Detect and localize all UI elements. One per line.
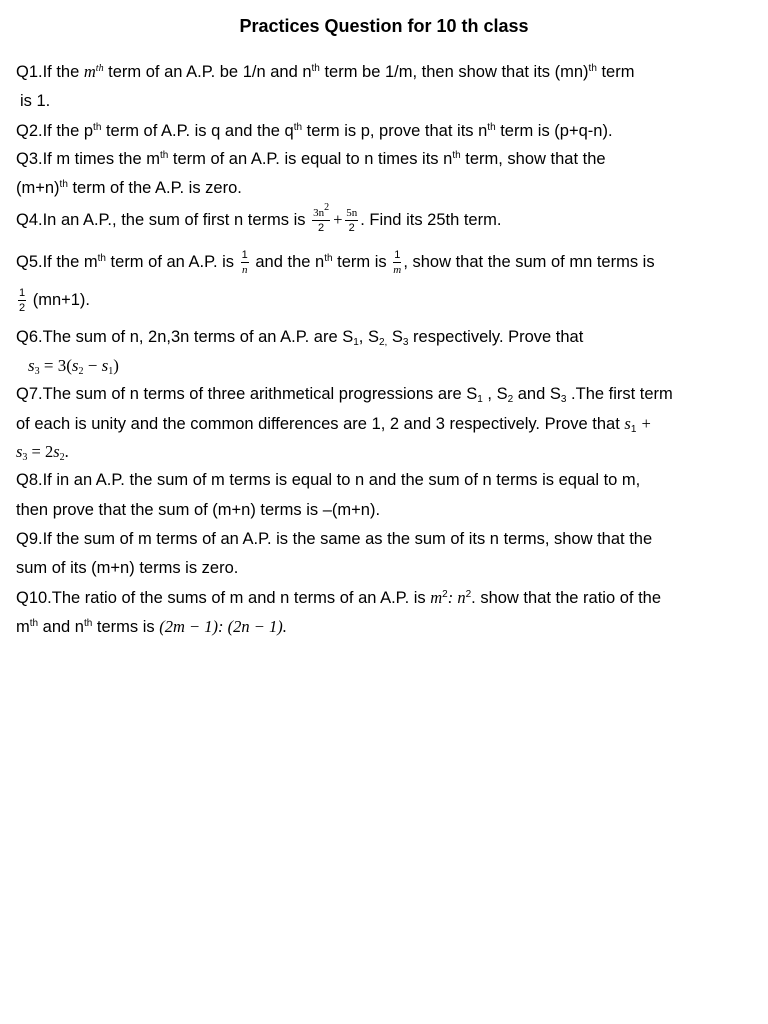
q6-formula: $s_3 = 3(s_2 - s_1)$	[28, 356, 119, 377]
q10-line-1: Q10.The ratio of the sums of m and n terms of an A.P. is $m^2$: $n^2$. show that the ratio of the	[16, 588, 662, 607]
q5-fraction-1: $\frac{1}{n}$	[241, 249, 248, 276]
q5-fraction-2: $\frac{1}{m}$	[393, 249, 402, 276]
q7-line-2: of each is unity and the common differences are 1, 2 and 3 respectively. Prove that $s_1$ +	[16, 414, 652, 435]
q1-line-2: is 1.	[20, 92, 51, 110]
q7-line-3: $s_3 = 2s_2$.	[16, 442, 69, 463]
q8-line-2: then prove that the sum of (m+n) terms is –(m+n).	[16, 501, 381, 519]
q3-line-2: $(m+n)^{th}$ term of the A.P. is zero.	[16, 179, 242, 197]
q4-line-1: Q4.In an A.P., the sum of first n terms is $\frac{3n^2}{2}$ + $\frac{5n}{2}$ . Find its 25th term.	[16, 202, 502, 234]
q8-line-1: Q8.If in an A.P. the sum of m terms is equal to n and the sum of n terms is equal to m,	[16, 471, 641, 489]
q1-line-1: Q1.If the $m^{th}$ term of an A.P. be 1/n and $n^{th}$ term be 1/m, then show that its (mn)$^{th}$ term	[16, 62, 635, 81]
q10-line-2: $m^{th}$ and $n^{th}$ terms is (2m − 1): (2n − 1).	[16, 617, 287, 636]
q5-line-1: Q5.If the $m^{th}$ term of an A.P. is $\frac{1}{n}$ and the $n^{th}$ term is $\frac{1}{m}$ , show that the sum of mn terms is	[16, 249, 655, 276]
page-title: Practices Question for 10 th class	[239, 16, 529, 36]
q3-line-1: Q3.If m times the $m^{th}$ term of an A.P. is equal to n times its $n^{th}$ term, show that the	[16, 150, 606, 168]
q2-line-1: Q2.If the $p^{th}$ term of A.P. is q and the $q^{th}$ term is p, prove that its $n^{th}$ term is (p+q-n).	[16, 122, 613, 140]
q9-line-2: sum of its (m+n) terms is zero.	[16, 559, 239, 577]
q5-fraction-half: $\frac{1}{2}$	[19, 287, 26, 314]
q4-fraction-2: $\frac{5n}{2}$	[346, 207, 358, 234]
q4-fraction-1: $\frac{3n^2}{2}$	[313, 202, 330, 234]
q7-line-1: Q7.The sum of n terms of three arithmetical progressions are $S_1$ , $S_2$ and $S_3$ .The first term	[16, 385, 673, 405]
q6-line-1: Q6.The sum of n, 2n,3n terms of an A.P. are $S_1$, $S_{2,}$ $S_3$ respectively. Prove that	[16, 328, 584, 348]
q5-line-2: $\frac{1}{2}$ (mn+1).	[19, 287, 91, 314]
q9-line-1: Q9.If the sum of m terms of an A.P. is the same as the sum of its n terms, show that the	[16, 530, 653, 548]
